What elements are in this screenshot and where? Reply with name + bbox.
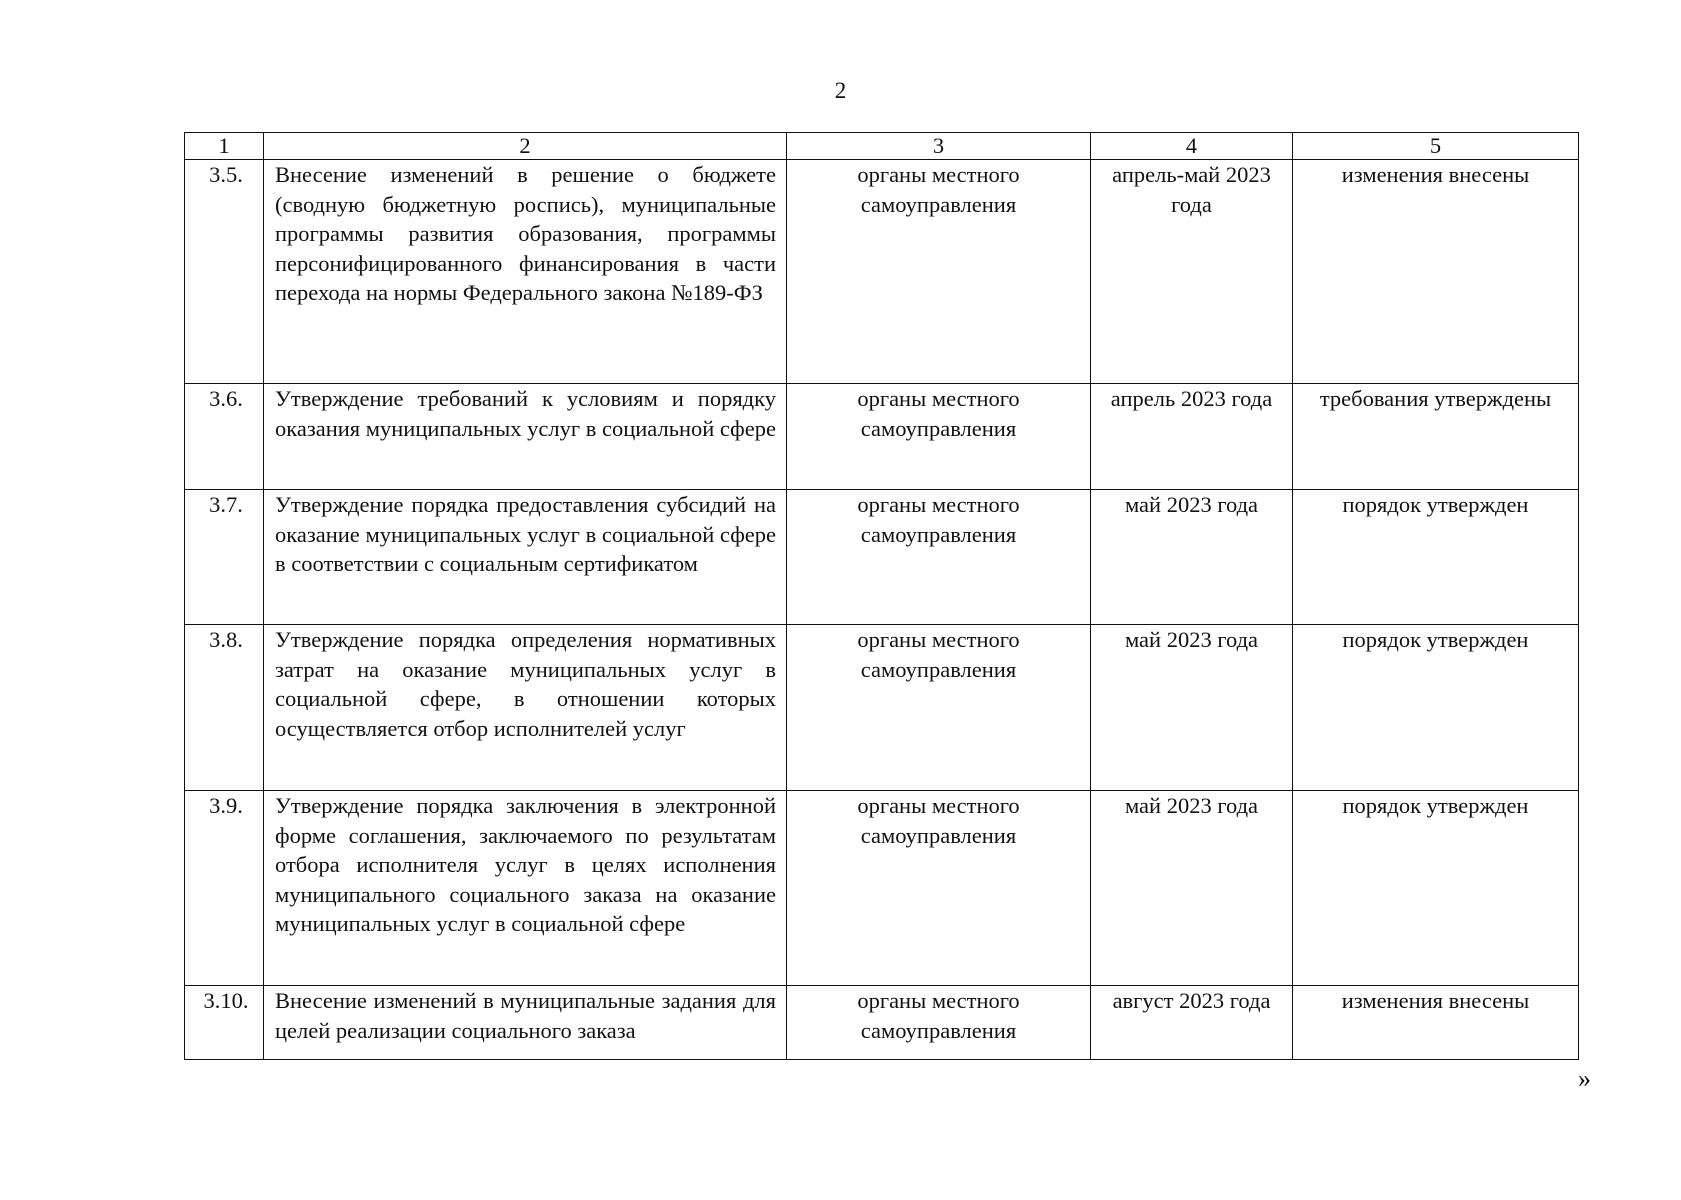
row-executor: органы местного самоуправления <box>787 384 1091 490</box>
row-executor: органы местного самоуправления <box>787 160 1091 384</box>
row-number: 3.10. <box>185 986 264 1060</box>
row-result: порядок утвержден <box>1293 625 1579 791</box>
row-deadline: август 2023 года <box>1091 986 1293 1060</box>
row-action: Утверждение порядка предоставления субсидий на оказание муниципальных услуг в социальной сфере в соответствии с социальным сертификатом <box>264 490 787 625</box>
table-row <box>185 384 1579 490</box>
row-number: 3.6. <box>185 384 264 490</box>
row-executor: органы местного самоуправления <box>787 986 1091 1060</box>
row-action: Утверждение требований к условиям и порядку оказания муниципальных услуг в социальной сфере <box>264 384 787 490</box>
table-row <box>185 490 1579 625</box>
table-row <box>185 791 1579 986</box>
plan-table <box>184 132 1579 1060</box>
row-action: Внесение изменений в решение о бюджете (сводную бюджетную роспись), муниципальные программы развития образования, программы персонифицированного финансирования в части перехода на нормы Федерального закона №189-ФЗ <box>264 160 787 384</box>
closing-quote-mark: » <box>1578 1064 1591 1093</box>
row-executor: органы местного самоуправления <box>787 490 1091 625</box>
row-number: 3.8. <box>185 625 264 791</box>
header-col-1: 1 <box>185 133 264 160</box>
page-number: 2 <box>834 78 847 103</box>
table-row <box>185 160 1579 384</box>
row-action: Внесение изменений в муниципальные задания для целей реализации социального заказа <box>264 986 787 1060</box>
row-result: изменения внесены <box>1293 986 1579 1060</box>
row-deadline: май 2023 года <box>1091 791 1293 986</box>
row-executor: органы местного самоуправления <box>787 791 1091 986</box>
row-deadline: май 2023 года <box>1091 625 1293 791</box>
row-number: 3.9. <box>185 791 264 986</box>
header-col-5: 5 <box>1293 133 1579 160</box>
row-action: Утверждение порядка определения нормативных затрат на оказание муниципальных услуг в социальной сфере, в отношении которых осуществляется отбор исполнителей услуг <box>264 625 787 791</box>
row-number: 3.5. <box>185 160 264 384</box>
header-col-4: 4 <box>1091 133 1293 160</box>
row-number: 3.7. <box>185 490 264 625</box>
row-action: Утверждение порядка заключения в электронной форме соглашения, заключаемого по результатам отбора исполнителя услуг в целях исполнения муниципального социального заказа на оказание муниципальных услуг в социальной сфере <box>264 791 787 986</box>
row-result: изменения внесены <box>1293 160 1579 384</box>
header-col-3: 3 <box>787 133 1091 160</box>
row-executor: органы местного самоуправления <box>787 625 1091 791</box>
header-col-2: 2 <box>264 133 787 160</box>
header-row <box>185 133 1579 160</box>
table-row <box>185 625 1579 791</box>
row-deadline: май 2023 года <box>1091 490 1293 625</box>
row-result: порядок утвержден <box>1293 490 1579 625</box>
table-row <box>185 986 1579 1060</box>
row-deadline: апрель 2023 года <box>1091 384 1293 490</box>
row-deadline: апрель-май 2023 года <box>1091 160 1293 384</box>
row-result: порядок утвержден <box>1293 791 1579 986</box>
row-result: требования утверждены <box>1293 384 1579 490</box>
